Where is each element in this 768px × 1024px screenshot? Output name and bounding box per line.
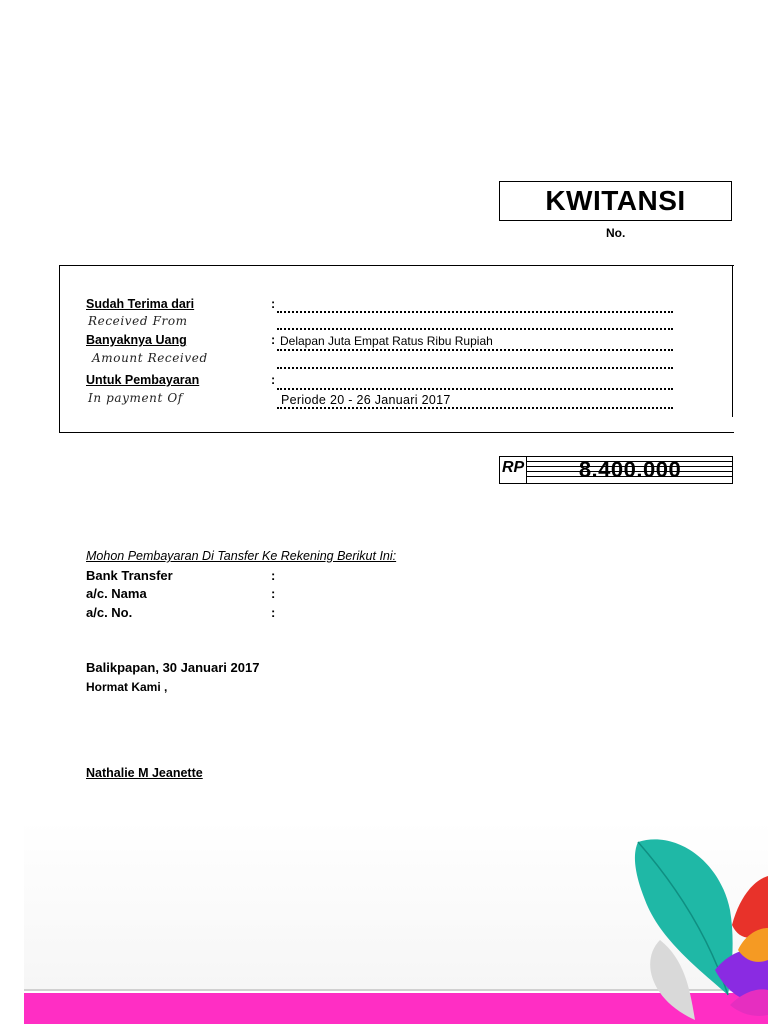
received-from-line-2 [277, 328, 673, 330]
regards-text: Hormat Kami , [86, 680, 168, 694]
amount-value: 8.400.000 [578, 457, 682, 482]
account-number-label: a/c. No. [86, 605, 133, 620]
received-from-colon: : [271, 297, 276, 311]
account-name-label: a/c. Nama [86, 586, 147, 601]
bank-instruction: Mohon Pembayaran Di Tansfer Ke Rekening Berikut Ini: [86, 549, 397, 563]
payment-for-english-label: In payment Of [88, 391, 183, 405]
feather-icon [620, 830, 768, 1024]
received-from-label: Sudah Terima dari [86, 297, 195, 311]
account-number-colon: : [271, 605, 276, 620]
receipt-number-label: No. [606, 226, 626, 240]
received-from-line [277, 311, 673, 313]
amount-label: Banyaknya Uang [86, 333, 187, 347]
amount-words-line [277, 349, 673, 351]
bank-transfer-label: Bank Transfer [86, 568, 173, 583]
payment-for-line-2 [277, 407, 673, 409]
payment-period: Periode 20 - 26 Januari 2017 [281, 393, 454, 407]
amount-words-line-2 [277, 367, 673, 369]
bank-transfer-colon: : [271, 568, 276, 583]
receipt-title: KWITANSI [499, 181, 732, 221]
account-name-colon: : [271, 586, 276, 601]
currency-label: RP [502, 459, 525, 476]
form-box-right-edge [732, 265, 733, 417]
amount-in-words: Delapan Juta Empat Ratus Ribu Rupiah [280, 334, 496, 348]
amount-english-label: Amount Received [92, 351, 208, 365]
place-and-date: Balikpapan, 30 Januari 2017 [86, 660, 260, 675]
signer-name: Nathalie M Jeanette [86, 766, 203, 780]
amount-colon: : [271, 333, 276, 347]
payment-for-line [277, 388, 673, 390]
payment-for-label: Untuk Pembayaran [86, 373, 200, 387]
payment-for-colon: : [271, 373, 276, 387]
received-from-english-label: Received From [88, 314, 188, 328]
